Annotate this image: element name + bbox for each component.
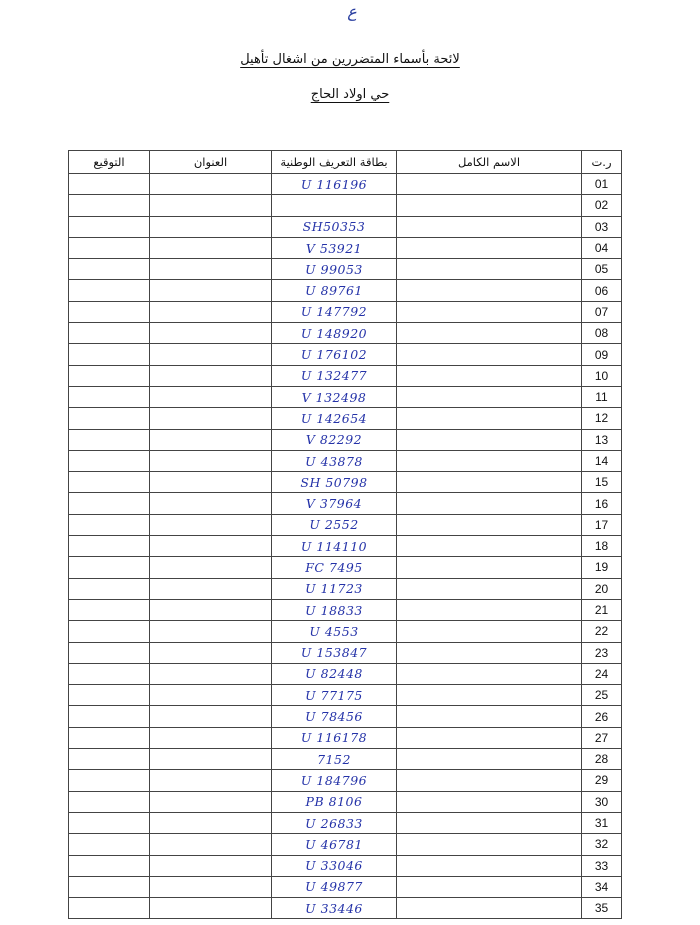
row-number: 08: [582, 323, 622, 344]
row-number: 18: [582, 536, 622, 557]
table-body: [69, 174, 622, 919]
row-national-id: U 116178: [272, 727, 397, 748]
row-full-name: [397, 280, 582, 301]
row-address: [150, 621, 272, 642]
table-row: [69, 237, 622, 258]
row-national-id: U 26833: [272, 812, 397, 833]
row-national-id: U 153847: [272, 642, 397, 663]
table-row: [69, 365, 622, 386]
row-national-id: SH50353: [272, 216, 397, 237]
table-row: [69, 386, 622, 407]
row-address: [150, 536, 272, 557]
row-address: [150, 216, 272, 237]
row-address: [150, 791, 272, 812]
row-national-id: V 53921: [272, 237, 397, 258]
roster-table: [68, 150, 622, 919]
row-number: 24: [582, 663, 622, 684]
table-row: [69, 536, 622, 557]
table-row: [69, 898, 622, 919]
row-address: [150, 876, 272, 897]
row-full-name: [397, 557, 582, 578]
row-full-name: [397, 386, 582, 407]
row-national-id: U 4553: [272, 621, 397, 642]
row-address: [150, 578, 272, 599]
row-signature: [69, 642, 150, 663]
table-row: [69, 280, 622, 301]
row-number: 34: [582, 876, 622, 897]
row-signature: [69, 514, 150, 535]
row-full-name: [397, 536, 582, 557]
row-signature: [69, 578, 150, 599]
row-full-name: [397, 408, 582, 429]
row-signature: [69, 386, 150, 407]
row-national-id: U 176102: [272, 344, 397, 365]
table-row: [69, 855, 622, 876]
row-full-name: [397, 642, 582, 663]
table-row: [69, 472, 622, 493]
row-number: 21: [582, 599, 622, 620]
row-address: [150, 450, 272, 471]
row-number: 07: [582, 301, 622, 322]
table-row: [69, 770, 622, 791]
row-number: 16: [582, 493, 622, 514]
header-signature: التوقيع: [69, 151, 150, 174]
row-national-id: U 147792: [272, 301, 397, 322]
row-address: [150, 429, 272, 450]
table-row: [69, 706, 622, 727]
row-number: 33: [582, 855, 622, 876]
row-address: [150, 685, 272, 706]
row-signature: [69, 599, 150, 620]
row-full-name: [397, 685, 582, 706]
row-address: [150, 834, 272, 855]
row-address: [150, 408, 272, 429]
row-national-id: 7152: [272, 749, 397, 770]
row-address: [150, 642, 272, 663]
row-number: 09: [582, 344, 622, 365]
row-full-name: [397, 216, 582, 237]
row-full-name: [397, 259, 582, 280]
row-signature: [69, 195, 150, 216]
row-signature: [69, 280, 150, 301]
row-full-name: [397, 749, 582, 770]
row-full-name: [397, 621, 582, 642]
row-number: 22: [582, 621, 622, 642]
table-row: [69, 791, 622, 812]
table-row: [69, 557, 622, 578]
header-address: العنوان: [150, 151, 272, 174]
row-full-name: [397, 876, 582, 897]
row-national-id: U 2552: [272, 514, 397, 535]
row-address: [150, 812, 272, 833]
row-full-name: [397, 472, 582, 493]
table-row: [69, 429, 622, 450]
table-row: [69, 301, 622, 322]
row-national-id: U 148920: [272, 323, 397, 344]
row-full-name: [397, 578, 582, 599]
row-address: [150, 237, 272, 258]
row-address: [150, 259, 272, 280]
row-address: [150, 280, 272, 301]
row-full-name: [397, 344, 582, 365]
row-signature: [69, 323, 150, 344]
page-mark: ع: [347, 2, 357, 21]
row-address: [150, 344, 272, 365]
row-address: [150, 493, 272, 514]
row-number: 17: [582, 514, 622, 535]
row-number: 27: [582, 727, 622, 748]
row-signature: [69, 301, 150, 322]
row-address: [150, 706, 272, 727]
row-national-id: [272, 195, 397, 216]
row-full-name: [397, 195, 582, 216]
table-row: [69, 174, 622, 195]
row-full-name: [397, 450, 582, 471]
row-national-id: U 33046: [272, 855, 397, 876]
row-national-id: PB 8106: [272, 791, 397, 812]
row-number: 03: [582, 216, 622, 237]
row-signature: [69, 727, 150, 748]
row-number: 32: [582, 834, 622, 855]
row-number: 23: [582, 642, 622, 663]
row-full-name: [397, 514, 582, 535]
row-number: 01: [582, 174, 622, 195]
table-row: [69, 195, 622, 216]
row-signature: [69, 770, 150, 791]
row-national-id: V 132498: [272, 386, 397, 407]
table-row: [69, 834, 622, 855]
row-national-id: U 11723: [272, 578, 397, 599]
row-signature: [69, 174, 150, 195]
row-signature: [69, 365, 150, 386]
row-signature: [69, 472, 150, 493]
header-full-name: الاسم الكامل: [397, 151, 582, 174]
row-number: 19: [582, 557, 622, 578]
row-full-name: [397, 898, 582, 919]
row-address: [150, 514, 272, 535]
row-full-name: [397, 429, 582, 450]
row-signature: [69, 557, 150, 578]
table-row: [69, 663, 622, 684]
row-signature: [69, 663, 150, 684]
row-national-id: U 78456: [272, 706, 397, 727]
table-header-row: [69, 151, 622, 174]
row-national-id: V 37964: [272, 493, 397, 514]
row-national-id: U 77175: [272, 685, 397, 706]
row-national-id: SH 50798: [272, 472, 397, 493]
row-signature: [69, 536, 150, 557]
row-number: 02: [582, 195, 622, 216]
row-signature: [69, 408, 150, 429]
row-address: [150, 557, 272, 578]
row-signature: [69, 344, 150, 365]
table-row: [69, 344, 622, 365]
row-address: [150, 663, 272, 684]
row-full-name: [397, 791, 582, 812]
row-signature: [69, 237, 150, 258]
row-signature: [69, 898, 150, 919]
row-address: [150, 365, 272, 386]
row-number: 04: [582, 237, 622, 258]
row-number: 35: [582, 898, 622, 919]
row-number: 10: [582, 365, 622, 386]
table-row: [69, 493, 622, 514]
row-signature: [69, 259, 150, 280]
row-national-id: U 82448: [272, 663, 397, 684]
row-national-id: U 43878: [272, 450, 397, 471]
row-signature: [69, 855, 150, 876]
row-signature: [69, 876, 150, 897]
row-national-id: FC 7495: [272, 557, 397, 578]
row-address: [150, 323, 272, 344]
row-full-name: [397, 834, 582, 855]
document-title: لائحة بأسماء المتضررين من اشغال تأهيل: [240, 52, 460, 67]
row-full-name: [397, 855, 582, 876]
table-row: [69, 408, 622, 429]
row-full-name: [397, 663, 582, 684]
row-national-id: U 114110: [272, 536, 397, 557]
row-number: 31: [582, 812, 622, 833]
row-address: [150, 386, 272, 407]
table-row: [69, 621, 622, 642]
row-signature: [69, 685, 150, 706]
document-subtitle: حي اولاد الحاج: [310, 87, 390, 102]
row-number: 26: [582, 706, 622, 727]
table-row: [69, 216, 622, 237]
row-signature: [69, 791, 150, 812]
row-signature: [69, 429, 150, 450]
row-number: 20: [582, 578, 622, 599]
row-signature: [69, 812, 150, 833]
row-national-id: U 132477: [272, 365, 397, 386]
row-address: [150, 599, 272, 620]
row-full-name: [397, 770, 582, 791]
row-national-id: U 99053: [272, 259, 397, 280]
row-national-id: U 49877: [272, 876, 397, 897]
row-full-name: [397, 812, 582, 833]
row-address: [150, 855, 272, 876]
row-national-id: U 89761: [272, 280, 397, 301]
row-full-name: [397, 301, 582, 322]
table-row: [69, 642, 622, 663]
row-number: 13: [582, 429, 622, 450]
table-row: [69, 578, 622, 599]
row-number: 30: [582, 791, 622, 812]
row-signature: [69, 706, 150, 727]
row-signature: [69, 450, 150, 471]
row-number: 12: [582, 408, 622, 429]
row-full-name: [397, 323, 582, 344]
row-number: 15: [582, 472, 622, 493]
table-row: [69, 876, 622, 897]
table-row: [69, 259, 622, 280]
row-address: [150, 174, 272, 195]
row-full-name: [397, 174, 582, 195]
header-national-id: بطاقة التعريف الوطنية: [272, 151, 397, 174]
row-number: 29: [582, 770, 622, 791]
row-address: [150, 749, 272, 770]
row-address: [150, 898, 272, 919]
table-row: [69, 323, 622, 344]
row-signature: [69, 834, 150, 855]
row-address: [150, 727, 272, 748]
row-national-id: U 33446: [272, 898, 397, 919]
row-address: [150, 195, 272, 216]
row-national-id: U 46781: [272, 834, 397, 855]
row-number: 05: [582, 259, 622, 280]
table-row: [69, 514, 622, 535]
row-signature: [69, 493, 150, 514]
row-number: 11: [582, 386, 622, 407]
row-signature: [69, 216, 150, 237]
row-national-id: U 18833: [272, 599, 397, 620]
row-national-id: U 116196: [272, 174, 397, 195]
table-row: [69, 685, 622, 706]
row-address: [150, 770, 272, 791]
row-full-name: [397, 493, 582, 514]
row-signature: [69, 749, 150, 770]
row-full-name: [397, 365, 582, 386]
row-national-id: U 142654: [272, 408, 397, 429]
row-full-name: [397, 237, 582, 258]
row-number: 25: [582, 685, 622, 706]
row-full-name: [397, 706, 582, 727]
row-full-name: [397, 727, 582, 748]
row-address: [150, 301, 272, 322]
table-row: [69, 450, 622, 471]
row-signature: [69, 621, 150, 642]
row-national-id: V 82292: [272, 429, 397, 450]
row-address: [150, 472, 272, 493]
row-national-id: U 184796: [272, 770, 397, 791]
table-row: [69, 599, 622, 620]
row-number: 14: [582, 450, 622, 471]
table-row: [69, 727, 622, 748]
row-number: 28: [582, 749, 622, 770]
table-row: [69, 749, 622, 770]
row-number: 06: [582, 280, 622, 301]
header-number: ر.ت: [582, 151, 622, 174]
row-full-name: [397, 599, 582, 620]
table-row: [69, 812, 622, 833]
